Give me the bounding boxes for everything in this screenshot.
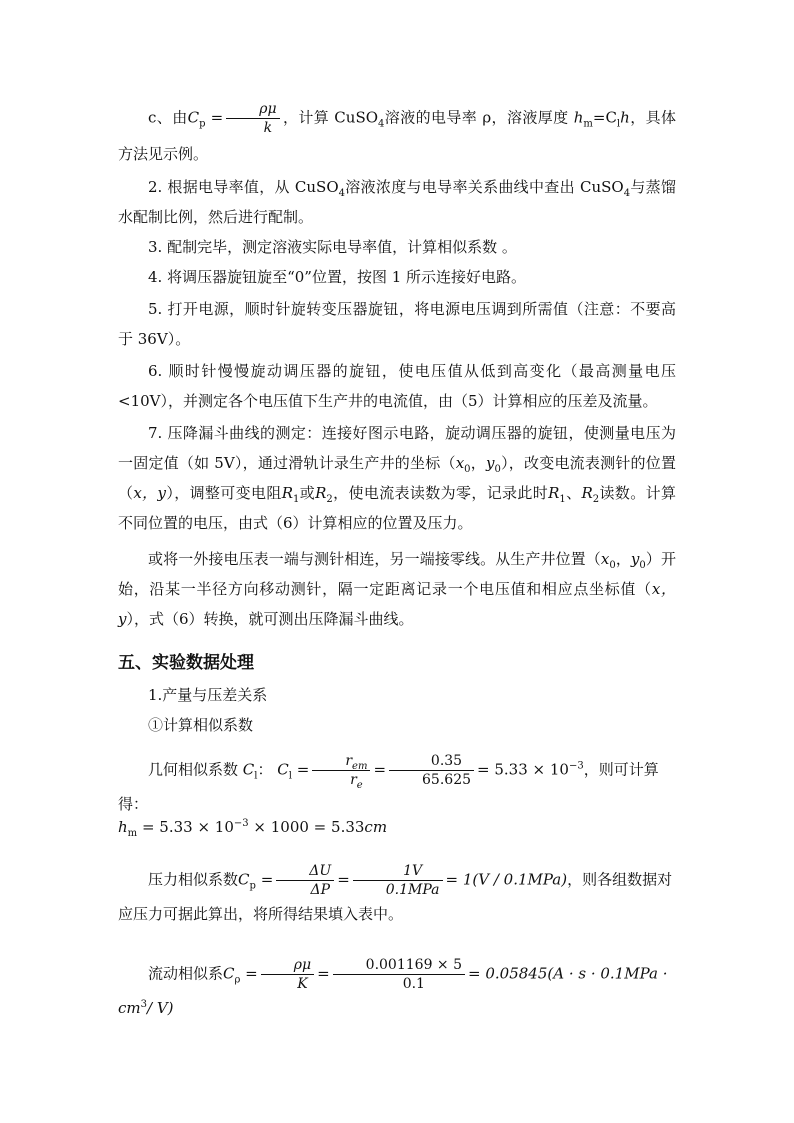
text: ，	[470, 454, 486, 472]
subscript: m	[127, 828, 138, 839]
symbol: C	[277, 760, 289, 779]
subscript: m	[583, 118, 593, 130]
symbol: R	[548, 484, 560, 502]
symbol: C	[223, 964, 235, 983]
subscript: 4	[623, 188, 631, 199]
symbol: x，y	[118, 580, 676, 628]
text: = 0.05845(A · s · 0.1MPa · cm	[118, 964, 668, 1017]
subscript: e	[356, 779, 363, 791]
denominator: k	[263, 120, 273, 136]
symbol: h	[620, 108, 630, 127]
text: 7. 压降漏斗曲线的测定：连接好图示电路，旋动调压器的旋钮，使测量电压为一固定值（如 5V），通过滑轨计录生产井的坐标（	[118, 424, 676, 472]
subscript: 0	[609, 560, 616, 571]
text: =	[373, 760, 387, 779]
paragraph-c: c、由$C_p$ = $\frac{\rho\mu}{k}$ ，计算 CuSO$_4$溶液的电导率 ρ，溶液厚度 $h_m=C_lh$，具体方法见示例。	[118, 101, 676, 163]
text: 读数。计算不同位置的电压，由式（6）计算相应的位置及压力。	[118, 484, 676, 532]
section-heading: 五、实验数据处理	[118, 653, 254, 673]
text: = 1(V / 0.1MPa)	[445, 870, 568, 889]
subscript: p	[199, 118, 206, 130]
numerator: ρμ	[261, 956, 314, 975]
subscript: 2	[326, 494, 333, 505]
symbol: y	[630, 550, 640, 568]
text: c、由	[148, 108, 188, 127]
paragraph-8	[118, 544, 676, 634]
pressure-coefficient-line	[118, 862, 676, 929]
superscript: 3	[140, 999, 147, 1010]
denominator: 0.1	[402, 976, 425, 992]
paragraph-2	[118, 172, 676, 232]
symbol: h	[573, 108, 584, 127]
text: × 1000 = 5.33	[253, 818, 365, 836]
subscript: p	[249, 880, 256, 892]
subscript: 1	[293, 494, 300, 505]
denominator	[312, 771, 370, 789]
symbol: C	[242, 760, 255, 779]
item-1-sub: ①计算相似系数	[148, 716, 254, 734]
symbol: R	[315, 484, 327, 502]
flow-coefficient-line	[118, 956, 688, 1023]
symbol: y	[485, 454, 495, 472]
paragraph-5: 5. 打开电源，顺时针旋转变压器旋钮，将电源电压调到所需值（注意：不要高于 36V）。	[118, 300, 676, 348]
numerator: 1V	[353, 862, 443, 881]
text: = 5.33 × 10	[477, 760, 569, 779]
paragraph-7	[118, 418, 676, 538]
subscript: 4	[378, 118, 385, 130]
subscript: l	[254, 770, 258, 782]
superscript: −3	[568, 760, 584, 772]
subscript: l	[616, 118, 621, 130]
subscript: l	[288, 770, 292, 782]
text: ：	[257, 760, 273, 779]
text: / V)	[147, 999, 174, 1017]
text: ，	[615, 550, 631, 568]
symbol: x	[455, 454, 465, 472]
text: ，则可计算得：	[118, 760, 659, 813]
text: =	[317, 964, 330, 983]
text: 溶液浓度与电导率关系曲线中查出 CuSO	[345, 178, 624, 196]
hm-line	[118, 812, 688, 842]
symbol: C	[187, 108, 200, 127]
paragraph-6: 6. 顺时针慢慢旋动调压器的旋钮，使电压值从低到高变化（最高测量电压<10V），并测定各个电压值下生产井的电流值，由（5）计算相应的压差及流量。	[118, 362, 676, 410]
denominator: ΔP	[310, 882, 330, 898]
symbol: R	[581, 484, 593, 502]
fraction	[312, 752, 370, 789]
text: ，使电流表读数为零，记录此时	[332, 484, 549, 502]
text: =	[260, 870, 274, 889]
symbol: x，y	[133, 484, 167, 502]
numerator: 0.35	[389, 752, 474, 771]
numerator: 0.001169 × 5	[333, 956, 465, 975]
subscript: 2	[592, 494, 600, 505]
text: =	[337, 870, 350, 889]
unit: cm	[364, 818, 388, 836]
numerator: ΔU	[276, 862, 334, 881]
text: ，具体方法见示例。	[118, 108, 676, 163]
geometric-coefficient-line	[118, 752, 688, 819]
symbol: h	[118, 818, 128, 836]
text: = 5.33 × 10	[141, 818, 234, 836]
fraction	[389, 752, 474, 789]
text: =	[245, 964, 258, 983]
symbol: r	[350, 772, 357, 788]
text: ），式（6）转换，就可测出压降漏斗曲线。	[126, 610, 414, 628]
fraction	[261, 956, 314, 993]
text: 或	[299, 484, 316, 502]
paragraph-4: 4. 将调压器旋钮旋至“0”位置，按图 1 所示连接好电路。	[148, 268, 527, 286]
text: ），调整可变电阻	[166, 484, 282, 502]
text: 溶液的电导率 ρ，溶液厚度	[384, 108, 569, 127]
symbol: x	[600, 550, 610, 568]
numerator	[312, 752, 370, 771]
text: 与蒸馏水配制比例，然后进行配制。	[118, 178, 676, 226]
text: 压力相似系数	[148, 870, 239, 889]
denominator: 0.1MPa	[385, 882, 440, 898]
subscript: 1	[559, 494, 566, 505]
text: ，则各组数据对应压力可据此算出，将所得结果填入表中。	[118, 870, 673, 923]
superscript: −3	[233, 818, 249, 829]
symbol: R	[281, 484, 294, 502]
text: ），改变电流表测针的位置（	[118, 454, 676, 502]
fraction	[226, 100, 279, 137]
text: =C	[592, 108, 617, 127]
item-1: 1.产量与压差关系	[148, 686, 268, 704]
text: ，计算 CuSO	[282, 108, 379, 127]
subscript: 0	[464, 464, 471, 475]
subscript: em	[352, 760, 368, 772]
subscript: 0	[494, 464, 501, 475]
denominator: K	[297, 976, 308, 992]
text: 或将一外接电压表一端与测针相连，另一端接零线。从生产井位置（	[148, 550, 601, 568]
symbol: C	[238, 870, 250, 889]
text: 2. 根据电导率值，从 CuSO	[148, 178, 339, 196]
text: 几何相似系数	[148, 760, 239, 779]
numerator: ρμ	[226, 100, 279, 119]
subscript: 0	[639, 560, 646, 571]
fraction	[333, 956, 465, 993]
text: ）开始，沿某一半径方向移动测针，隔一定距离记录一个电压值和相应点坐标值（	[118, 550, 676, 598]
paragraph-3: 3. 配制完毕，测定溶液实际电导率值，计算相似系数 。	[148, 238, 517, 256]
text: 流动相似系	[148, 964, 224, 983]
subscript: 4	[338, 188, 345, 199]
symbol: r	[345, 753, 353, 769]
denominator: 65.625	[422, 772, 472, 788]
subscript: ρ	[234, 974, 241, 986]
text: 、	[565, 484, 582, 502]
fraction	[353, 862, 443, 899]
fraction	[276, 862, 334, 899]
text: =	[296, 760, 310, 779]
